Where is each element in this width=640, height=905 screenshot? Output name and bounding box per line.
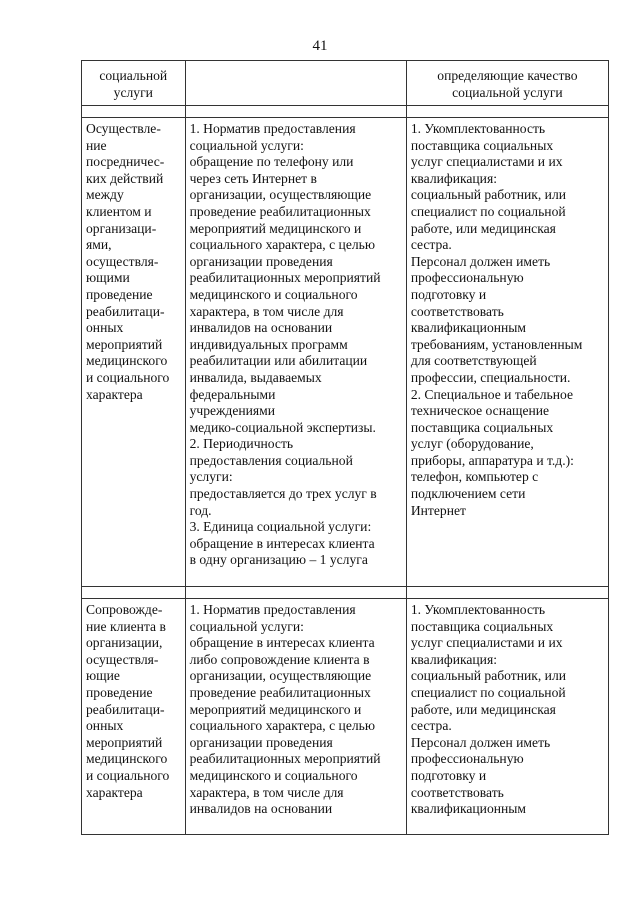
cell-text-line: организации проведения: [189, 253, 333, 269]
cell-text-line: социальной услуги:: [189, 618, 304, 634]
table-row: [82, 599, 609, 835]
cell-text-line: ние: [86, 137, 107, 153]
service-quality-cell: [406, 599, 608, 835]
cell-text-line: специалист по социальной: [410, 684, 566, 700]
cell-text-line: подготовку и: [410, 286, 487, 302]
service-name-cell: [82, 599, 186, 835]
cell-text-line: ющими: [86, 270, 130, 286]
cell-text-line: техническое оснащение: [410, 403, 550, 419]
header-text-line: социальной услуги: [452, 84, 563, 100]
cell-text-line: сестра.: [410, 718, 452, 734]
cell-text-line: услуги:: [189, 469, 233, 485]
cell-text-line: клиентом и: [86, 203, 152, 219]
cell-text-line: реабилитаци-: [86, 303, 165, 319]
cell-text-line: ких действий: [86, 170, 164, 186]
cell-text-line: и социального: [86, 767, 170, 783]
header-cell-norm: [185, 61, 406, 106]
cell-text-line: соответствовать: [410, 784, 504, 800]
cell-text-line: социального характера, с целью: [189, 237, 375, 253]
cell-text-line: требованиям, установленным: [410, 336, 583, 352]
cell-text-line: проведение реабилитационных: [189, 203, 371, 219]
cell-text-line: поставщика социальных: [410, 618, 554, 634]
cell-text-line: осуществля-: [86, 253, 159, 269]
cell-text-line: мероприятий: [86, 336, 163, 352]
table-row: [82, 118, 609, 587]
cell-text-line: реабилитационных мероприятий: [189, 270, 381, 286]
cell-text-line: проведение: [86, 684, 153, 700]
cell-text-line: организации,: [86, 635, 163, 651]
cell-text-line: характера, в том числе для: [189, 784, 344, 800]
cell-text-line: характера: [86, 386, 143, 402]
cell-text-line: ющие: [86, 668, 120, 684]
table-spacer-row: [82, 587, 609, 599]
cell-text-line: год.: [189, 502, 212, 518]
cell-text-line: предоставления социальной: [189, 452, 353, 468]
cell-text-line: Персонал должен иметь: [410, 734, 551, 750]
cell-text-line: 1. Укомплектованность: [410, 602, 546, 617]
cell-text-line: приборы, аппаратура и т.д.):: [410, 452, 574, 468]
cell-text-line: ние клиента в: [86, 618, 166, 634]
cell-text-line: медицинского: [86, 353, 168, 369]
cell-text-line: для соответствующей: [410, 353, 537, 369]
cell-text-line: работе, или медицинская: [410, 220, 556, 236]
cell-text-line: онных: [86, 718, 124, 734]
cell-text-line: обращение в интересах клиента: [189, 535, 375, 551]
service-standards-table: [81, 60, 609, 835]
table-spacer-row: [82, 106, 609, 118]
cell-text-line: социальный работник, или: [410, 668, 567, 684]
cell-text-line: Интернет: [410, 502, 466, 518]
cell-text-line: реабилитации или абилитации: [189, 353, 368, 369]
cell-text-line: осуществля-: [86, 651, 159, 667]
service-quality-text: [407, 118, 608, 519]
cell-text-line: и социального: [86, 369, 170, 385]
cell-text-line: медицинского и социального: [189, 286, 358, 302]
service-norm-cell: [185, 118, 406, 587]
cell-text-line: организаци-: [86, 220, 157, 236]
cell-text-line: поставщика социальных: [410, 419, 554, 435]
cell-text-line: реабилитаци-: [86, 701, 165, 717]
cell-text-line: онных: [86, 320, 124, 336]
cell-text-line: мероприятий медицинского и: [189, 701, 362, 717]
cell-text-line: проведение реабилитационных: [189, 684, 371, 700]
cell-text-line: профессиональную: [410, 270, 524, 286]
cell-text-line: через сеть Интернет в: [189, 170, 317, 186]
cell-text-line: соответствовать: [410, 303, 504, 319]
service-name-text: [82, 599, 185, 801]
cell-text-line: 1. Норматив предоставления: [189, 121, 356, 136]
cell-text-line: 2. Специальное и табельное: [410, 386, 573, 402]
cell-text-line: Персонал должен иметь: [410, 253, 551, 269]
cell-text-line: индивидуальных программ: [189, 336, 348, 352]
cell-text-line: специалист по социальной: [410, 203, 566, 219]
cell-text-line: подключением сети: [410, 486, 526, 502]
cell-text-line: обращение по телефону или: [189, 154, 354, 170]
cell-text-line: организации проведения: [189, 734, 333, 750]
cell-text-line: организации, осуществляющие: [189, 187, 372, 203]
cell-text-line: мероприятий медицинского и: [189, 220, 362, 236]
cell-text-line: профессиональную: [410, 751, 524, 767]
cell-text-line: квалификационным: [410, 801, 527, 817]
service-norm-cell: [185, 599, 406, 835]
cell-text-line: либо сопровождение клиента в: [189, 651, 370, 667]
cell-text-line: Осуществле-: [86, 121, 161, 136]
cell-text-line: мероприятий: [86, 734, 163, 750]
cell-text-line: квалификация:: [410, 170, 497, 186]
cell-text-line: 3. Единица социальной услуги:: [189, 519, 372, 535]
header-cell-quality: [406, 61, 608, 106]
cell-text-line: сестра.: [410, 237, 452, 253]
cell-text-line: 2. Периодичность: [189, 436, 294, 452]
cell-text-line: посредничес-: [86, 154, 165, 170]
service-quality-text: [407, 599, 608, 818]
cell-text-line: характера: [86, 784, 143, 800]
service-norm-text: [186, 118, 406, 569]
cell-text-line: 1. Укомплектованность: [410, 121, 546, 136]
cell-text-line: характера, в том числе для: [189, 303, 344, 319]
cell-text-line: в одну организацию – 1 услуга: [189, 552, 368, 568]
cell-text-line: предоставляется до трех услуг в: [189, 486, 377, 502]
cell-text-line: учреждениями: [189, 403, 276, 419]
cell-text-line: федеральными: [189, 386, 276, 402]
cell-text-line: инвалидов на основании: [189, 320, 333, 336]
table-header-row: [82, 61, 609, 106]
cell-text-line: обращение в интересах клиента: [189, 635, 375, 651]
cell-text-line: работе, или медицинская: [410, 701, 556, 717]
cell-text-line: квалификационным: [410, 320, 527, 336]
cell-text-line: телефон, компьютер с: [410, 469, 539, 485]
cell-text-line: медицинского: [86, 751, 168, 767]
cell-text-line: услуг специалистами и их: [410, 635, 563, 651]
service-name-text: [82, 118, 185, 403]
service-name-cell: [82, 118, 186, 587]
cell-text-line: ями,: [86, 237, 112, 253]
cell-text-line: услуг (оборудование,: [410, 436, 534, 452]
cell-text-line: 1. Норматив предоставления: [189, 602, 356, 617]
cell-text-line: социального характера, с целью: [189, 718, 375, 734]
cell-text-line: социальной услуги:: [189, 137, 304, 153]
cell-text-line: Сопровожде-: [86, 602, 163, 617]
header-cell-service: [82, 61, 186, 106]
cell-text-line: инвалидов на основании: [189, 801, 333, 817]
cell-text-line: социальный работник, или: [410, 187, 567, 203]
cell-text-line: услуг специалистами и их: [410, 154, 563, 170]
cell-text-line: профессии, специальности.: [410, 369, 571, 385]
cell-text-line: между: [86, 187, 124, 203]
page-number: 41: [312, 38, 328, 54]
header-text-line: услуги: [113, 84, 153, 100]
header-text-line: социальной: [99, 68, 168, 83]
service-quality-cell: [406, 118, 608, 587]
cell-text-line: поставщика социальных: [410, 137, 554, 153]
cell-text-line: медицинского и социального: [189, 767, 358, 783]
cell-text-line: инвалида, выдаваемых: [189, 369, 322, 385]
cell-text-line: организации, осуществляющие: [189, 668, 372, 684]
cell-text-line: медико-социальной экспертизы.: [189, 419, 376, 435]
cell-text-line: реабилитационных мероприятий: [189, 751, 381, 767]
cell-text-line: проведение: [86, 286, 153, 302]
service-norm-text: [186, 599, 406, 818]
cell-text-line: подготовку и: [410, 767, 487, 783]
header-text-line: определяющие качество: [437, 68, 578, 83]
cell-text-line: квалификация:: [410, 651, 497, 667]
